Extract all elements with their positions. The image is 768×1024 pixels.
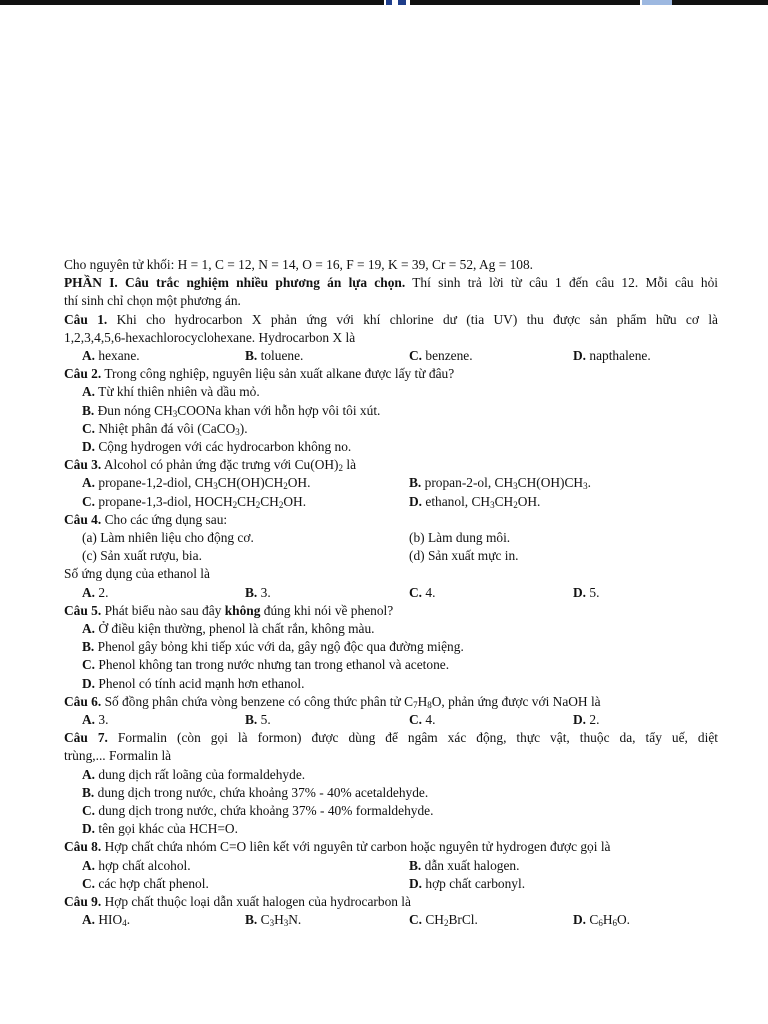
question-text: Trong công nghiệp, nguyên liệu sản xuất alkane được lấy từ đâu? [101,366,455,382]
option-d: D. ethanol, $CH_3CH_2OH$. [409,493,541,510]
question-3-options-row-2 [64,493,718,511]
option-b: B. propan-2-ol, $CH_3CH(OH)CH_3$. [409,475,591,492]
option-d: D. Phenol có tính acid mạnh hơn ethanol. [82,675,305,691]
option-c: C. các hợp chất phenol. [82,875,209,891]
option-d: D. napthalene. [573,348,651,364]
option-b: B. 3. [245,584,271,600]
header-bar-blue-segment-1 [386,0,392,5]
option-d: D. Cộng hydrogen với các hydrocarbon không no. [82,439,352,455]
option-c: C. benzene. [409,348,473,364]
option-a: A. dung dịch rất loãng của formaldehyde. [82,766,306,782]
option-c: C. propane-1,3-diol, $HOCH_2CH_2CH_2OH$. [82,493,307,510]
question-label: Câu 4. [64,511,102,527]
option-b: B. 5. [245,711,271,727]
question-text: Formalin (còn gọi là formon) được dùng để ngâm xác động, thực vật, thuộc da, tẩy uế, diệt [107,730,718,746]
atomic-masses: Cho nguyên tử khối: H = 1, C = 12, N = 14, O = 16, F = 19, K = 39, Cr = 52, Ag = 108. [64,257,534,272]
option-b: B. toluene. [245,348,304,364]
question-label: Câu 5. [64,602,102,618]
question-6: Câu 6. Số đồng phân chứa vòng benzene có công thức phân tử $C_7H_8O$, phản ứng được với NaOH là [64,693,601,710]
question-1 [64,311,718,329]
option-b: B. dẫn xuất halogen. [409,857,520,873]
question-4-items-row-2 [64,547,718,565]
option-a: A. 2. [82,584,109,600]
section-heading [64,274,718,292]
option-a: A. Từ khí thiên nhiên và dầu mỏ. [82,384,260,400]
question-4-items-row-1 [64,529,718,547]
question-8 [64,838,718,856]
question-text: Khi cho hydrocarbon X phản ứng với khí chlorine dư (tia UV) thu được sản phẩm hữu cơ là [107,311,718,327]
question-label: Câu 9. [64,893,102,909]
question-1-text-2: 1,2,3,4,5,6-hexachlorocyclohexane. Hydrocarbon X là [64,329,356,345]
emphasis-word: không [224,602,261,618]
item-a: (a) Làm nhiên liệu cho động cơ. [82,530,254,545]
item-b: (b) Làm dung môi. [409,530,511,545]
option-a: A. hexane. [82,348,140,364]
option-b: B. Phenol gây bỏng khi tiếp xúc với da, gây ngộ độc qua đường miệng. [82,639,464,655]
item-d: (d) Sản xuất mực in. [409,548,519,564]
option-d: D. tên gọi khác của HCH=O. [82,821,238,837]
question-4 [64,511,718,529]
option-c: C. dung dịch trong nước, chứa khoảng 37% - 40% formaldehyde. [82,802,434,818]
question-7-text-2: trùng,... Formalin là [64,748,172,764]
header-bar-light-segment [642,0,672,5]
question-8-options-row-1 [64,857,718,875]
question-label: Câu 6. [64,693,102,709]
question-5: Câu 5. Phát biểu nào sau đây không đúng khi nói về phenol? [64,602,394,618]
exam-page [64,256,718,929]
option-c: C. Phenol không tan trong nước nhưng tan trong ethanol và acetone. [82,657,450,673]
option-d: D. 5. [573,584,600,600]
item-c: (c) Sản xuất rượu, bia. [82,548,202,564]
header-bar-blue-segment-2 [398,0,406,5]
question-text: Cho các ứng dụng sau: [101,511,228,527]
option-c: C. $CH_2BrCl$. [409,912,478,929]
question-label: Câu 2. [64,366,102,382]
question-1-options [64,347,718,365]
question-2 [64,365,718,383]
question-label: Câu 1. [64,311,108,327]
question-9 [64,893,718,911]
option-b: B. Đun nóng $CH_3COONa$ khan với hỗn hợp vôi tôi xút. [82,402,381,419]
option-d: D. 2. [573,711,600,727]
question-4-options [64,584,718,602]
option-c: C. Nhiệt phân đá vôi (CaCO$_3$). [82,420,248,437]
header-bar-dark-segment-3 [672,0,768,5]
question-3-options-row-1 [64,474,718,492]
section-title: PHẦN I. Câu trắc nghiệm nhiều phương án lựa chọn. [64,275,406,291]
question-label: Câu 8. [64,839,102,855]
question-7 [64,729,718,747]
option-a: A. Ở điều kiện thường, phenol là chất rắn, không màu. [82,620,375,636]
top-header-bar [0,0,768,6]
option-d: D. hợp chất carbonyl. [409,875,526,891]
section-instruction-2: thí sinh chỉ chọn một phương án. [64,293,241,309]
option-c: C. 4. [409,584,436,600]
option-a: A. $HIO_4$. [82,912,131,929]
header-bar-dark-segment [0,0,384,5]
option-d: D. $C_6H_6O$. [573,912,631,929]
question-8-options-row-2 [64,875,718,893]
question-9-options [64,911,718,929]
question-4-question: Số ứng dụng của ethanol là [64,566,210,582]
option-a: A. hợp chất alcohol. [82,857,191,873]
section-instruction-1: Thí sinh trả lời từ câu 1 đến câu 12. Mỗi câu hỏi [405,275,719,291]
option-b: B. dung dịch trong nước, chứa khoảng 37% - 40% acetaldehyde. [82,784,429,800]
option-c: C. 4. [409,711,436,727]
question-text: Hợp chất chứa nhóm C=O liên kết với nguyên tử carbon hoặc nguyên tử hydrogen được gọi là [101,839,611,855]
question-label: Câu 3. [64,457,102,473]
option-b: B. $C_3H_3N$. [245,912,302,929]
question-6-options [64,711,718,729]
question-3: Câu 3. Alcohol có phản ứng đặc trưng với $Cu(OH)_2$ là [64,457,357,474]
header-bar-dark-segment-2 [410,0,640,5]
option-a: A. propane-1,2-diol, $CH_3CH(OH)CH_2OH$. [82,475,311,492]
question-label: Câu 7. [64,730,108,746]
option-a: A. 3. [82,711,109,727]
question-text: Hợp chất thuộc loại dẫn xuất halogen của hydrocarbon là [101,893,411,909]
